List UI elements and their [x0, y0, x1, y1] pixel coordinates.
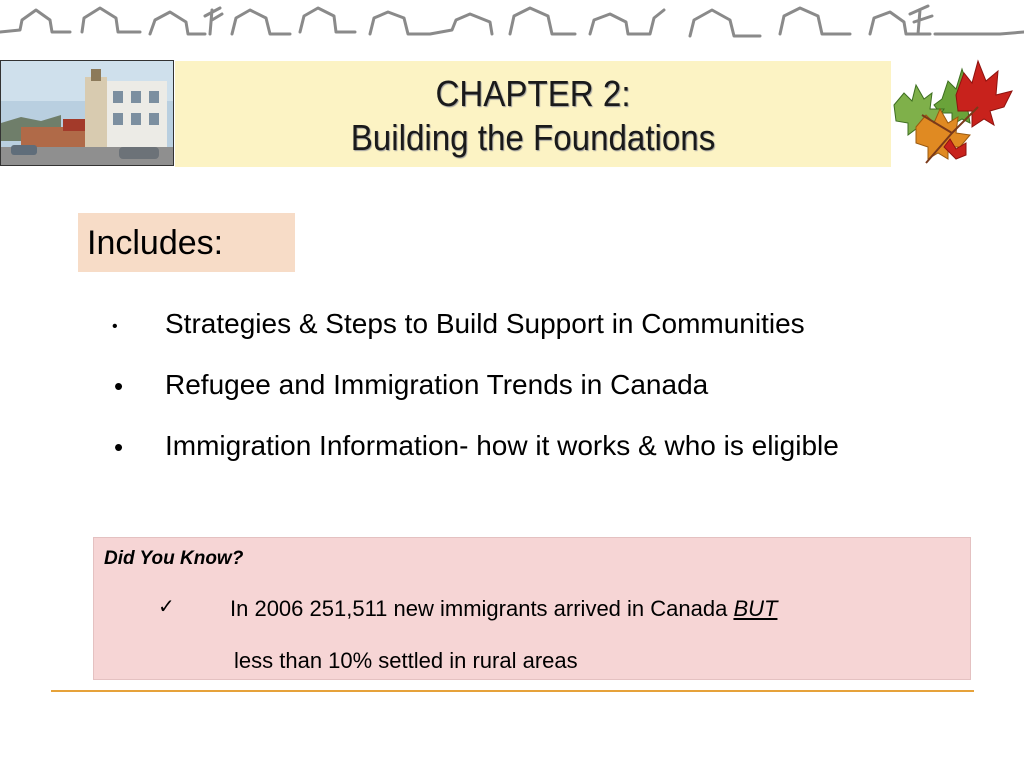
bottom-divider — [51, 690, 974, 692]
bullet-marker: • — [114, 371, 124, 401]
town-street-photo-graphic — [1, 61, 174, 166]
chapter-title-box — [175, 61, 891, 167]
maple-leaves-icon — [886, 55, 1024, 173]
town-street-photo — [0, 60, 174, 166]
house-sketch-border — [0, 0, 1024, 48]
did-you-know-title: Did You Know? — [104, 548, 244, 569]
did-you-know-line2: less than 10% settled in rural areas — [234, 648, 578, 673]
did-you-know-emphasis: BUT — [733, 596, 778, 621]
includes-label-box — [78, 213, 295, 272]
did-you-know-box — [93, 537, 971, 680]
list-item: Immigration Information- how it works & who is eligible — [165, 430, 839, 461]
did-you-know-line1-text: In 2006 251,511 new immigrants arrived in Canada — [230, 596, 734, 621]
checkmark-icon: ✓ — [158, 594, 175, 618]
includes-label: Includes: — [87, 224, 224, 262]
chapter-title-line1: CHAPTER 2: — [435, 73, 631, 114]
list-item: Refugee and Immigration Trends in Canada — [165, 369, 709, 400]
list-item: Strategies & Steps to Build Support in Communities — [165, 308, 805, 339]
bullet-marker: • — [112, 318, 118, 335]
bullet-marker: • — [114, 432, 124, 462]
chapter-title-line2: Building the Foundations — [350, 117, 716, 158]
did-you-know-line1 — [230, 596, 777, 622]
